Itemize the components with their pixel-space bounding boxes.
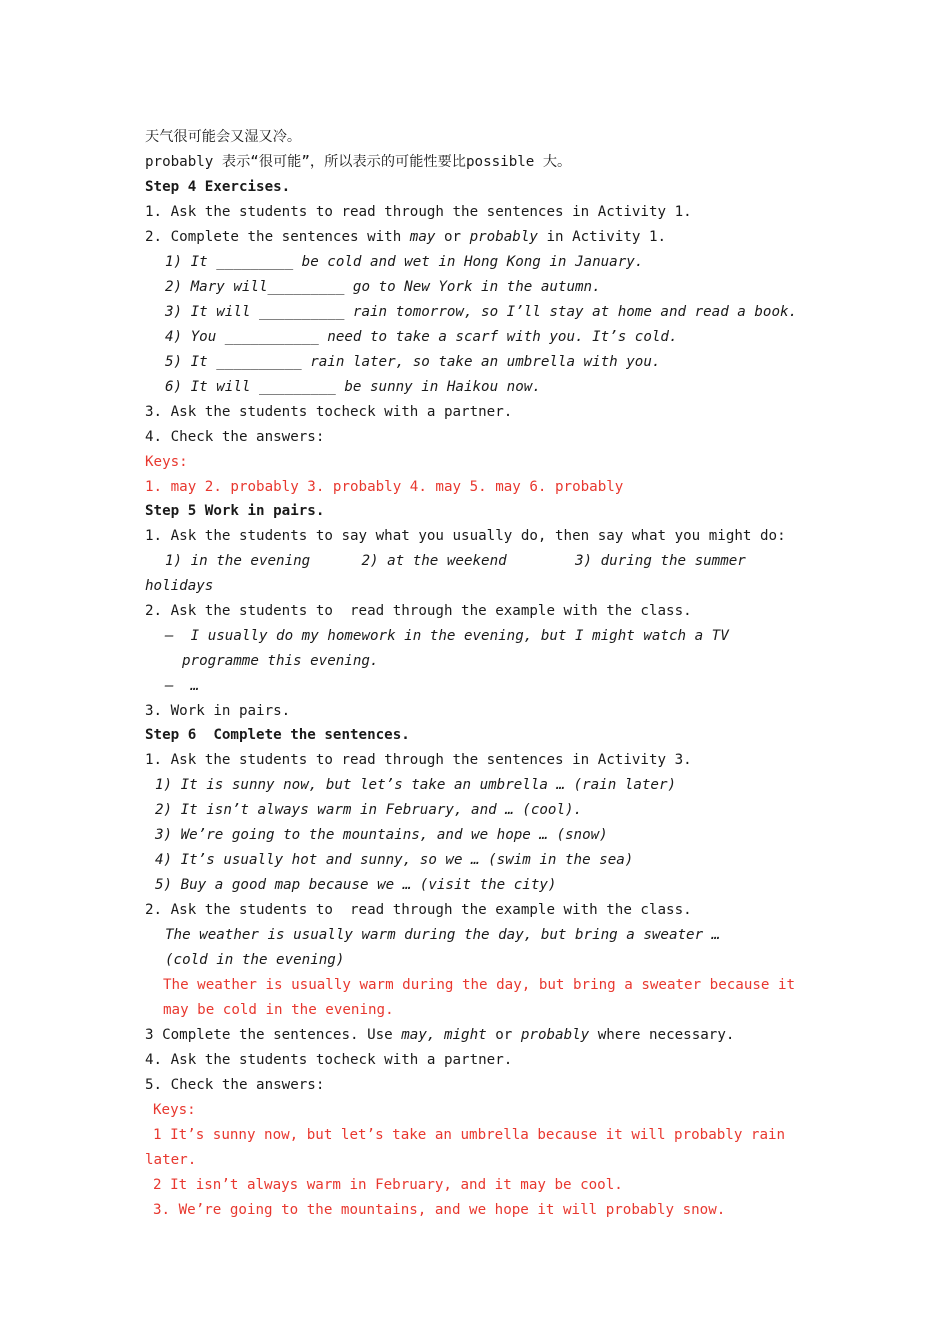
probably-word: probably	[145, 154, 214, 170]
step4-item-2	[145, 227, 666, 249]
exercise-1: 1) It _________ be cold and wet in Hong Kong in January.	[165, 254, 644, 270]
may-word: may	[409, 229, 436, 245]
step5-options-wrap: holidays	[145, 578, 214, 594]
step6-item-4: 4. Ask the students tocheck with a partner.	[145, 1052, 513, 1068]
exercise-6: 6) It will _________ be sunny in Haikou now.	[165, 379, 541, 395]
might-word: might	[443, 1027, 487, 1043]
step6-item-3	[145, 1025, 734, 1047]
step6-sentence-5: 5) Buy a good map because we … (visit the city)	[155, 877, 557, 893]
step6-answer-2: may be cold in the evening.	[163, 1002, 394, 1018]
intro-chinese-line: 天气很可能会又湿又冷。	[145, 129, 302, 145]
step6-key-1-wrap: later.	[145, 1152, 197, 1168]
step6-key-1: 1 It’s sunny now, but let’s take an umbrella because it will probably rain	[153, 1127, 786, 1143]
step5-item-1: 1. Ask the students to say what you usually do, then say what you might do:	[145, 528, 786, 544]
step6-heading: Step 6 Complete the sentences.	[145, 727, 410, 743]
possible-word: possible	[465, 154, 535, 170]
step6-item-2: 2. Ask the students to read through the example with the class.	[145, 902, 692, 918]
item2-text: 2. Complete the sentences with	[145, 229, 410, 245]
item3-end: where necessary.	[589, 1027, 735, 1043]
probably-word: probably	[469, 229, 538, 245]
probably-word: probably	[520, 1027, 590, 1043]
step5-example-1: — I usually do my homework in the evening, but I might watch a TV	[165, 628, 729, 644]
step6-sentence-2: 2) It isn’t always warm in February, and … (cool).	[155, 802, 583, 818]
or-word: or	[435, 229, 470, 245]
step6-key-2: 2 It isn’t always warm in February, and it may be cool.	[153, 1177, 623, 1193]
item2-end: in Activity 1.	[537, 229, 667, 245]
step5-example-2: programme this evening.	[182, 653, 379, 669]
may-word: may,	[401, 1027, 436, 1043]
step6-example-1: The weather is usually warm during the day, but bring a sweater …	[165, 927, 721, 943]
exercise-3: 3) It will __________ rain tomorrow, so I’ll stay at home and read a book.	[165, 304, 798, 320]
bigger-text: 大。	[534, 154, 572, 170]
step4-keys-label: Keys:	[145, 454, 188, 470]
step5-item-3: 3. Work in pairs.	[145, 703, 291, 719]
intro-probably-note	[145, 152, 571, 174]
step5-heading: Step 5 Work in pairs.	[145, 503, 325, 519]
step6-example-2: (cold in the evening)	[165, 952, 345, 968]
step6-sentence-4: 4) It’s usually hot and sunny, so we … (swim in the sea)	[155, 852, 634, 868]
step6-sentence-1: 1) It is sunny now, but let’s take an umbrella … (rain later)	[155, 777, 677, 793]
exercise-4: 4) You ___________ need to take a scarf with you. It’s cold.	[165, 329, 678, 345]
step6-answer-1: The weather is usually warm during the day, but bring a sweater because it	[163, 977, 796, 993]
step4-keys: 1. may 2. probably 3. probably 4. may 5. may 6. probably	[145, 479, 624, 495]
step4-item-1: 1. Ask the students to read through the sentences in Activity 1.	[145, 204, 692, 220]
step4-item-4: 4. Check the answers:	[145, 429, 325, 445]
or-word: or	[486, 1027, 521, 1043]
step6-keys-label: Keys:	[153, 1102, 196, 1118]
step6-item-5: 5. Check the answers:	[145, 1077, 325, 1093]
item3-text: 3 Complete the sentences. Use	[145, 1027, 402, 1043]
step5-item-2: 2. Ask the students to read through the example with the class.	[145, 603, 692, 619]
step4-item-3: 3. Ask the students tocheck with a partner.	[145, 404, 513, 420]
exercise-2: 2) Mary will_________ go to New York in the autumn.	[165, 279, 601, 295]
probably-note-text: 表示“很可能”，所以表示的可能性要比	[213, 154, 466, 170]
step5-options: 1) in the evening 2) at the weekend 3) during the summer	[165, 553, 746, 569]
step6-sentence-3: 3) We’re going to the mountains, and we hope … (snow)	[155, 827, 608, 843]
step6-item-1: 1. Ask the students to read through the sentences in Activity 3.	[145, 752, 692, 768]
step4-heading: Step 4 Exercises.	[145, 179, 291, 195]
step6-key-3: 3. We’re going to the mountains, and we hope it will probably snow.	[153, 1202, 726, 1218]
exercise-5: 5) It __________ rain later, so take an umbrella with you.	[165, 354, 661, 370]
step5-example-3: — …	[165, 678, 200, 694]
